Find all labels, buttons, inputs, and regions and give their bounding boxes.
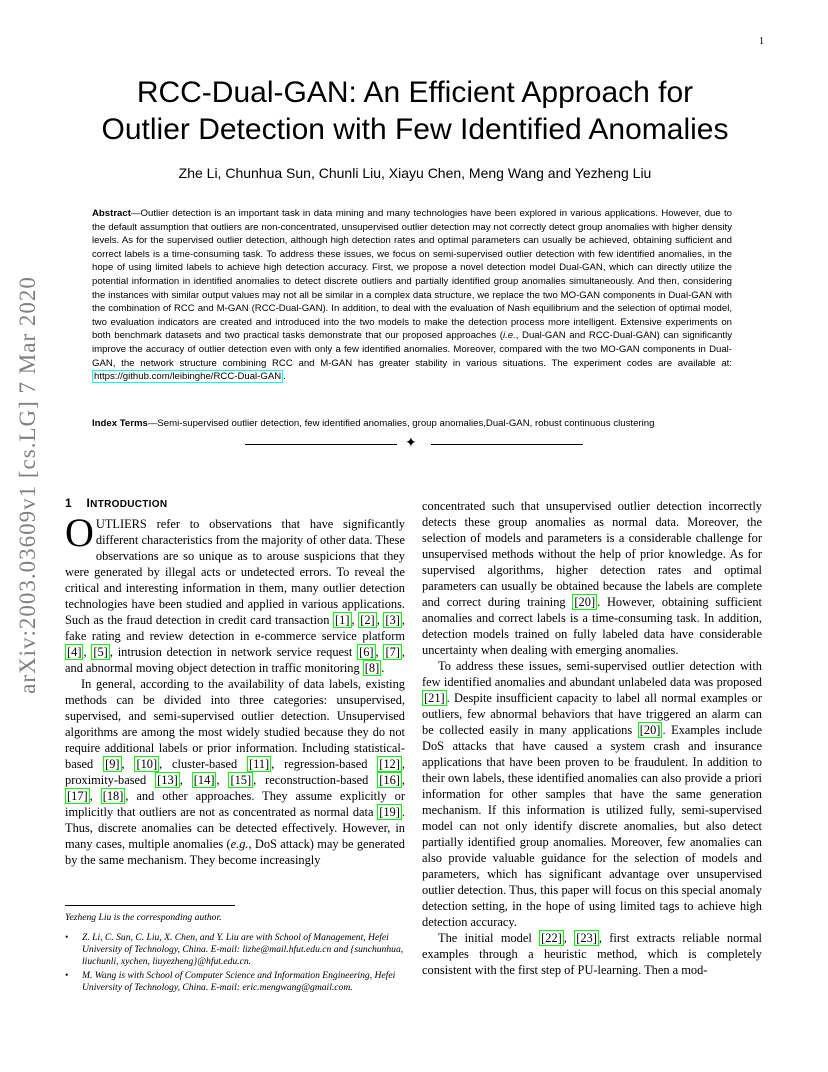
section-title-rest: NTRODUCTION (90, 499, 168, 510)
text: , (401, 773, 406, 787)
citation[interactable]: [14] (193, 773, 215, 787)
arxiv-identifier: arXiv:2003.03609v1 [cs.LG] 7 Mar 2020 (15, 276, 40, 694)
text: , (375, 645, 384, 659)
citation[interactable]: [6] (359, 645, 374, 659)
citation[interactable]: [2] (360, 613, 375, 627)
text: , (376, 613, 384, 627)
bullet-icon: • (65, 970, 69, 981)
paragraph-text: In general, according to the availability of data labels, existing methods can be divided into three categories: unsupervised, supervised, and semi-supervised outlier detection. Unsupervised algorithms are among the most widely studied because they do not require additional labels or prior information. Including statistical-based (65, 677, 405, 771)
paragraph (422, 658, 762, 930)
paragraph-text: , first extracts reliable normal examples through a heuristic method, which is completely consistent with the first step of PU-learning. Then a mod- (422, 931, 762, 977)
text: . (381, 661, 385, 675)
text: , (216, 773, 229, 787)
text: , (121, 757, 135, 771)
paragraph-text: refer to observations that have significantly different characteristics from the majority of other data. These observations are so unique as to arouse suspicions that they were generated by illegal acts or undetected errors. To reveal the critical and interesting information in them, many outlier detection technologies have been studied and applied in various applications. Such as the fraud detection in credit card transaction (65, 517, 405, 627)
paragraph (422, 498, 762, 658)
text: , (83, 645, 92, 659)
abstract-ie: i.e. (502, 330, 516, 342)
text: , reconstruction-based (253, 773, 378, 787)
citation[interactable]: [11] (249, 757, 270, 771)
abstract (92, 207, 732, 384)
paragraph (65, 510, 405, 676)
drop-cap: O (65, 510, 94, 555)
index-terms-text: —Semi-supervised outlier detection, few identified anomalies, group anomalies,Dual-GAN, robust continuous clustering (147, 418, 655, 429)
paragraph-text: concentrated such that unsupervised outlier detection incorrectly detects these group anomalies as normal data. Moreover, the selection of models and parameters is a considerable challenge for unsupervised methods without the help of prior knowledge. As for supervised algorithms, higher detection rates and optimal parameters can usually be obtained because the labels are complete and correct during training (422, 499, 762, 609)
citation[interactable]: [18] (102, 789, 124, 803)
text: , and other approaches. They assume explicitly or implicitly that outliers are not as concentrated as normal data (65, 789, 405, 819)
affiliation-list (65, 932, 407, 994)
citation[interactable]: [13] (157, 773, 178, 787)
citation[interactable]: [1] (335, 613, 350, 627)
left-column (65, 510, 406, 868)
citation[interactable]: [12] (379, 757, 400, 771)
citation[interactable]: [16] (379, 773, 400, 787)
text: . Thus, discrete anomalies can be detected effectively. However, in many cases, multiple anomalies ( (65, 805, 405, 851)
paragraph (422, 930, 762, 978)
affiliation-item (65, 970, 407, 994)
affiliation-text: M. Wang is with School of Computer Science and Information Engineering, Hefei University of Technology, China. E-mail: eric.mengwang@gmail.com. (82, 970, 396, 993)
paragraph (65, 676, 405, 868)
bullet-icon: • (65, 932, 69, 943)
section-title-first: I (86, 496, 91, 510)
title-line-1: RCC-Dual-GAN: An Efficient Approach for (136, 76, 694, 109)
citation[interactable]: [9] (105, 757, 120, 771)
divider-line-left (245, 444, 397, 445)
text: , regression-based (271, 757, 378, 771)
page-number: 1 (759, 36, 764, 47)
text: , (351, 613, 359, 627)
index-terms-label: Index Terms (92, 418, 148, 429)
abstract-end: . (283, 371, 286, 383)
text: , cluster-based (159, 757, 247, 771)
citation[interactable]: [21] (424, 691, 445, 705)
citation[interactable]: [10] (136, 757, 158, 771)
text: , (563, 931, 575, 945)
text: , DoS attack) may be generated by the same mechanism. They become increasingly (65, 837, 405, 867)
text: , (179, 773, 192, 787)
citation[interactable]: [19] (379, 805, 400, 819)
paragraph-text: . Examples include DoS attacks that have caused a system crash and insurance applications that have been proven to be fraudulent. In addition to their own labels, these identified anomalies can also provide a priori information for other samples that have the same generation mechanism. If this information is utilized fully, semi-supervised model can not only identify discrete anomalies, but also detect partially identified group anomalies. Moreover, few anomalies can also provide valuable guidance for the selection of models and parameters, which has significant advantage over unsupervised outlier detection. Thus, this paper will focus on this special anomaly detection setting, in the hope of using limited tags to achieve high detection accuracy. (422, 723, 763, 929)
affiliation-item (65, 932, 407, 968)
paragraph-text: . Despite insufficient capacity to label all normal examples or outliers, few abnormal behaviors that have triggered an alarm can be collected easily in many applications (422, 691, 762, 737)
paragraph-text: To address these issues, semi-supervised outlier detection with few identified anomalies and abundant unlabeled data was proposed (422, 659, 762, 689)
abstract-text: —Outlier detection is an important task in data mining and many technologies have been explored in various applications. However, due to the default assumption that outliers are non-concentrated, unsupervised outlier detection may not correctly detect group anomalies with higher density levels. As for the supervised outlier detection, although high detection rates and optimal parameters can usually be achieved, obtaining sufficient and correct labels is a time-consuming task. To address these issues, we focus on semi-supervised outlier detection with few identified anomalies, in the hope of using limited labels to achieve high detection accuracy. First, we propose a novel detection model Dual-GAN, which can directly utilize the potential information in identified anomalies to detect discrete outliers and partially identified group anomalies simultaneously. And then, considering the instances with similar output values may not all be similar in a complex data structure, we replace the two MO-GAN components in Dual-GAN with the combination of RCC and M-GAN (RCC-Dual-GAN). In addition, to deal with the evaluation of Nash equilibrium and the selection of optimal model, two evaluation indicators are created and introduced into the two models to make the detection process more intelligent. Extensive experiments on both benchmark datasets and two practical tasks demonstrate that our proposed approaches ( (92, 208, 732, 342)
citation[interactable]: [4] (67, 645, 82, 659)
index-terms (92, 418, 732, 429)
divider-line-right (431, 444, 583, 445)
citation[interactable]: [8] (364, 661, 380, 675)
abstract-text-2: , Dual-GAN and RCC-Dual-GAN) can significantly improve the accuracy of outlier detection even with only a few identified anomalies. Moreover, compared with the two MO-GAN components in Dual-GAN, the network structure combining RCC and M-GAN has greater stability in various situations. The experiment codes are available at: (92, 330, 733, 369)
right-column (422, 498, 762, 978)
text: , (89, 789, 101, 803)
footnotes (65, 912, 407, 996)
lead-word: UTLIERS (95, 517, 147, 531)
title-line-2: Outlier Detection with Few Identified Anomalies (101, 113, 729, 146)
citation[interactable]: [7] (385, 645, 400, 659)
section-divider (245, 437, 583, 451)
paper-title (40, 74, 790, 148)
text: , proximity-based (65, 757, 405, 787)
citation[interactable]: [15] (230, 773, 252, 787)
section-number: 1 (65, 496, 72, 510)
code-link[interactable]: https://github.com/leibinghe/RCC-Dual-GAN (94, 371, 282, 383)
corresponding-author-note: Yezheng Liu is the corresponding author. (65, 912, 222, 923)
text: , fake rating and review detection in e-commerce service platform (65, 613, 405, 643)
text: , and abnormal moving object detection in traffic monitoring (65, 645, 405, 675)
citation[interactable]: [23] (576, 931, 597, 945)
paragraph-text: The initial model (438, 931, 540, 945)
citation[interactable]: [5] (93, 645, 108, 659)
citation[interactable]: [20] (639, 723, 661, 737)
author-list: Zhe Li, Chunhua Sun, Chunli Liu, Xiayu Chen, Meng Wang and Yezheng Liu (178, 165, 652, 181)
affiliation-text: Z. Li, C. Sun, C. Liu, X. Chen, and Y. Liu are with School of Management, Hefei University of Technology, China. E-mail: lizhe@mail.hfut.edu.cn and {sunchunhua, liuchunli, xychen, liuyezheng}@hfut.edu.cn. (82, 932, 404, 967)
divider-star-icon: ✦ (405, 435, 417, 451)
citation[interactable]: [17] (67, 789, 88, 803)
paragraph-text: . However, obtaining sufficient anomalies and correct labels is a time-consuming task. In addition, detection models trained on fully labeled data have considerable uncertainty when dealing with emerging anomalies. (422, 595, 762, 657)
italic-eg: e.g. (230, 837, 249, 851)
text: , intrusion detection in network service request (109, 645, 358, 659)
footnote-rule (65, 905, 235, 906)
citation[interactable]: [3] (385, 613, 400, 627)
citation[interactable]: [20] (574, 595, 596, 609)
section-heading (65, 496, 167, 510)
citation[interactable]: [22] (541, 931, 562, 945)
abstract-label: Abstract (92, 208, 131, 219)
